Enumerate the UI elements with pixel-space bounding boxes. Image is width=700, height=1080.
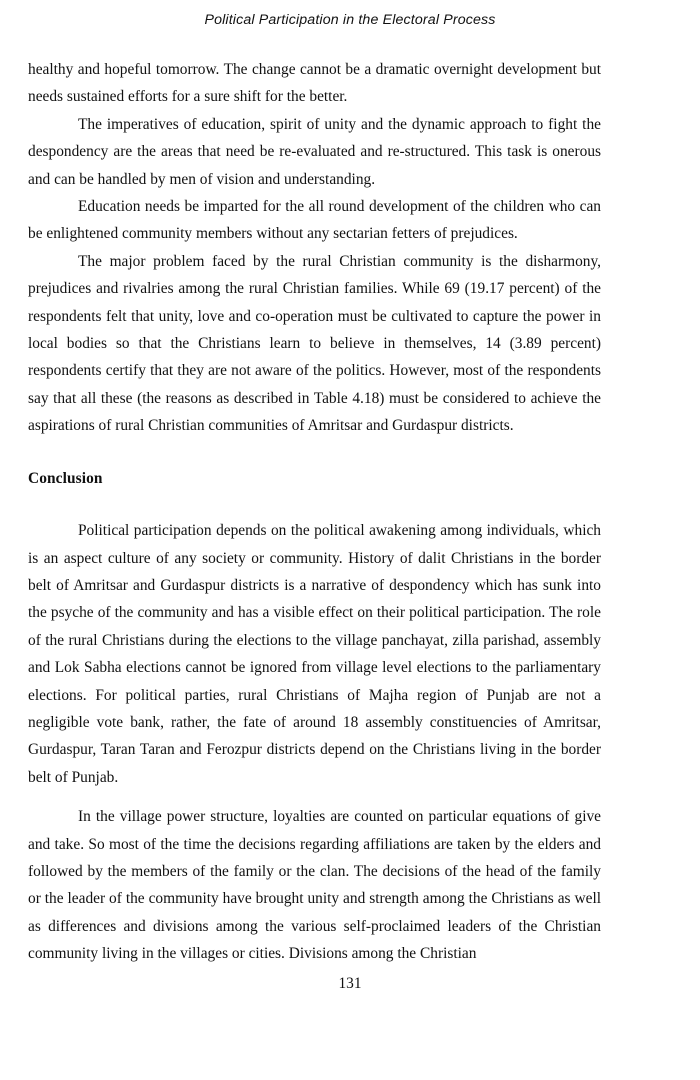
page-number: 131 [338,975,362,992]
paragraph-political-participation: Political participation depends on the political awakening among individuals, which is an aspect culture of any society or community. History of dalit Christians in the border belt of Amritsar and Gurdaspur districts is a narrative of despondency which has sunk into the psyche of the community and has a visible effect on their political participation. The role of the rural Christians during the elections to the village panchayat, zilla parishad, assembly and Lok Sabha elections cannot be ignored from village level elections to the parliamentary elections. For political parties, rural Christians of Majha region of Punjab are not a negligible vote bank, rather, the fate of around 18 assembly constituencies of Amritsar, Gurdaspur, Taran Taran and Ferozpur districts depend on the Christians living in the border belt of Punjab. [28,522,601,786]
section-heading-conclusion: Conclusion [28,469,103,487]
paragraph-village-power: In the village power structure, loyalties are counted on particular equations of give and take. So most of the time the decisions regarding affiliations are taken by the elders and followed by the members of the family or the clan. The decisions of the head of the family or the leader of the community have brought unity and strength among the Christians as well as differences and divisions among the various self-proclaimed leaders of the Christian community living in the villages or cities. Divisions among the Christian [28,808,601,963]
paragraph-major-problem: The major problem faced by the rural Christian community is the disharmony, prejudices and rivalries among the rural Christian families. While 69 (19.17 percent) of the respondents felt that unity, love and co-operation must be cultivated to capture the power in local bodies so that the Christians learn to believe in themselves, 14 (3.89 percent) respondents certify that they are not aware of the politics. However, most of the respondents say that all these (the reasons as described in Table 4.18) must be considered to achieve the aspirations of rural Christian communities of Amritsar and Gurdaspur districts. [28,252,601,435]
paragraph-education: Education needs be imparted for the all round development of the children who can be enlightened community members without any sectarian fetters of prejudices. [28,198,601,243]
running-header: Political Participation in the Electoral Process [204,12,496,28]
paragraph-imperatives: The imperatives of education, spirit of unity and the dynamic approach to fight the despondency are the areas that need be re-evaluated and re-structured. This task is onerous and can be handled by men of vision and understanding. [28,115,601,188]
body-text-column [28,56,601,968]
paragraph-continued-healthy: healthy and hopeful tomorrow. The change cannot be a dramatic overnight development but needs sustained efforts for a sure shift for the better. [28,61,601,106]
